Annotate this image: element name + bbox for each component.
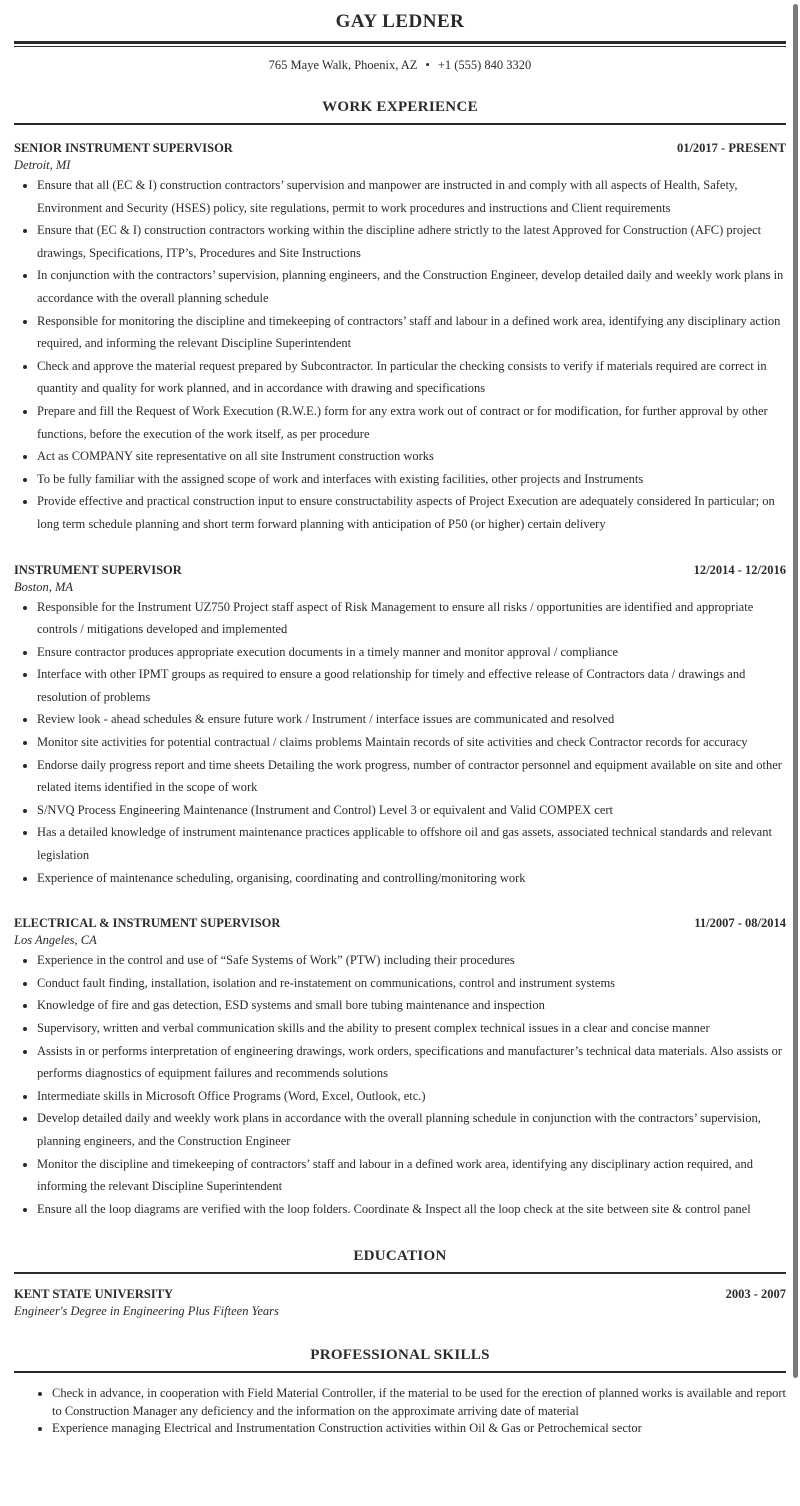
skills-list	[14, 1385, 786, 1438]
separator-dot: •	[425, 58, 430, 72]
job-bullet: • S/NVQ Process Engineering Maintenance (Instrument and Control) Level 3 or equivalent and Valid COMPEX cert	[37, 799, 786, 822]
job-entry	[14, 139, 786, 536]
job-location: Boston, MA	[14, 579, 74, 594]
candidate-name: GAY LEDNER	[335, 11, 465, 32]
job-bullet: • Knowledge of fire and gas detection, ESD systems and small bore tubing maintenance and inspection	[37, 994, 786, 1017]
job-title: INSTRUMENT SUPERVISOR	[14, 562, 182, 577]
job-bullets	[14, 949, 786, 1220]
job-bullets	[14, 174, 786, 536]
job-bullet: • Monitor the discipline and timekeeping of contractors’ staff and labour in a defined work area, identifying any disciplinary action required, and informing the relevant Discipline Superintendent	[37, 1153, 786, 1198]
phone: +1 (555) 840 3320	[437, 58, 532, 72]
job-title: ELECTRICAL & INSTRUMENT SUPERVISOR	[14, 916, 281, 931]
job-bullet: • Conduct fault finding, installation, isolation and re-instatement on communications, control and instrument systems	[37, 972, 786, 995]
job-bullet: • Develop detailed daily and weekly work plans in accordance with the overall planning schedule in conjunction with the contractors’ supervision, planning engineers, and the Construction Engineer	[37, 1107, 786, 1152]
job-bullet: • Provide effective and practical construction input to ensure constructability aspects of Project Execution are adequately considered In particular; on long term schedule planning and short term forward planning with anticipation of P50 (or higher) certain delivery	[37, 490, 786, 535]
education-dates: 2003 - 2007	[725, 1287, 786, 1302]
job-location: Detroit, MI	[14, 158, 71, 172]
job-entry	[14, 561, 786, 890]
skill-item: • Experience managing Electrical and Instrumentation Construction activities within Oil & Gas or Petrochemical sector	[52, 1420, 786, 1438]
address: 765 Maye Walk, Phoenix, AZ	[268, 58, 418, 72]
scrollbar[interactable]	[793, 4, 798, 1378]
job-bullet: • To be fully familiar with the assigned scope of work and interfaces with existing facilities, other projects and Instruments	[37, 468, 786, 491]
job-bullet: • In conjunction with the contractors’ supervision, planning engineers, and the Construction Engineer, develop detailed daily and weekly work plans in accordance with the overall planning schedule	[37, 264, 786, 309]
school-name: KENT STATE UNIVERSITY	[14, 1287, 174, 1302]
job-dates: 11/2007 - 08/2014	[694, 916, 786, 931]
job-bullet: • Interface with other IPMT groups as required to ensure a good relationship for timely and effective release of Contractors data / drawings and resolution of problems	[37, 663, 786, 708]
job-bullet: • Ensure that all (EC & I) construction contractors’ supervision and manpower are instructed in and comply with all aspects of Health, Safety, Environment and Security (HSES) policy, site regulations, permit to work procedures and instructions and Client requirements	[37, 174, 786, 219]
job-bullet: • Act as COMPANY site representative on all site Instrument construction works	[37, 445, 786, 468]
job-bullet: • Experience in the control and use of “Safe Systems of Work” (PTW) including their procedures	[37, 949, 786, 972]
job-bullet: • Experience of maintenance scheduling, organising, coordinating and controlling/monitoring work	[37, 867, 786, 890]
professional-skills-heading: PROFESSIONAL SKILLS	[14, 1347, 786, 1373]
work-experience-heading: WORK EXPERIENCE	[14, 99, 786, 125]
skill-item: • Check in advance, in cooperation with Field Material Controller, if the material to be used for the erection of planned works is available and report to Construction Manager any deficiency and the information on the approximate arriving date of material	[52, 1385, 786, 1420]
job-bullet: • Check and approve the material request prepared by Subcontractor. In particular the checking consists to verify if materials required are correct in quantity and quality for work planned, and in accordance with drawing and specifications	[37, 355, 786, 400]
resume-page	[14, 0, 786, 1438]
job-dates: 12/2014 - 12/2016	[693, 562, 786, 577]
job-bullet: • Supervisory, written and verbal communication skills and the ability to present complex technical issues in a clear and concise manner	[37, 1017, 786, 1040]
job-bullet: • Has a detailed knowledge of instrument maintenance practices applicable to offshore oil and gas assets, associated technical standards and relevant legislation	[37, 821, 786, 866]
header-divider	[14, 41, 786, 47]
job-title: SENIOR INSTRUMENT SUPERVISOR	[14, 141, 233, 155]
job-bullet: • Review look - ahead schedules & ensure future work / Instrument / interface issues are communicated and resolved	[37, 708, 786, 731]
education-heading: EDUCATION	[14, 1248, 786, 1274]
job-bullet: • Monitor site activities for potential contractual / claims problems Maintain records of site activities and check Contractor records for accuracy	[37, 731, 786, 754]
work-experience-list	[14, 139, 786, 1220]
job-bullet: • Ensure all the loop diagrams are verified with the loop folders. Coordinate & Inspect all the loop check at the site between site & control panel	[37, 1198, 786, 1221]
job-bullet: • Ensure that (EC & I) construction contractors working within the discipline adhere strictly to the latest Approved for Construction (AFC) project drawings, Specifications, ITP’s, Procedures and Site Instructions	[37, 219, 786, 264]
job-bullet: • Intermediate skills in Microsoft Office Programs (Word, Excel, Outlook, etc.)	[37, 1085, 786, 1108]
job-bullet: • Responsible for monitoring the discipline and timekeeping of contractors’ staff and labour in a defined work area, identifying any disciplinary action required, and informing the relevant Discipline Superintendent	[37, 310, 786, 355]
job-bullets	[14, 596, 786, 890]
job-bullet: • Prepare and fill the Request of Work Execution (R.W.E.) form for any extra work out of contract or for modification, for further approval by other functions, before the execution of the work itself, as per procedure	[37, 400, 786, 445]
job-bullet: • Assists in or performs interpretation of engineering drawings, work orders, specifications and manufacturer’s technical data materials. Also assists or performs diagnostics of equipment failures and recommends solutions	[37, 1040, 786, 1085]
education-entry	[14, 1285, 786, 1320]
degree: Engineer's Degree in Engineering Plus Fifteen Years	[14, 1304, 279, 1319]
job-bullet: • Endorse daily progress report and time sheets Detailing the work progress, number of contractor personnel and equipment available on site and other related items identified in the scope of work	[37, 754, 786, 799]
job-bullet: • Ensure contractor produces appropriate execution documents in a timely manner and monitor approval / compliance	[37, 641, 786, 664]
contact-line	[14, 58, 786, 76]
job-location: Los Angeles, CA	[14, 933, 97, 948]
job-dates: 01/2017 - PRESENT	[676, 141, 786, 155]
job-entry	[14, 914, 786, 1220]
job-bullet: • Responsible for the Instrument UZ750 Project staff aspect of Risk Management to ensure all risks / opportunities are identified and appropriate controls / mitigations developed and implemented	[37, 596, 786, 641]
